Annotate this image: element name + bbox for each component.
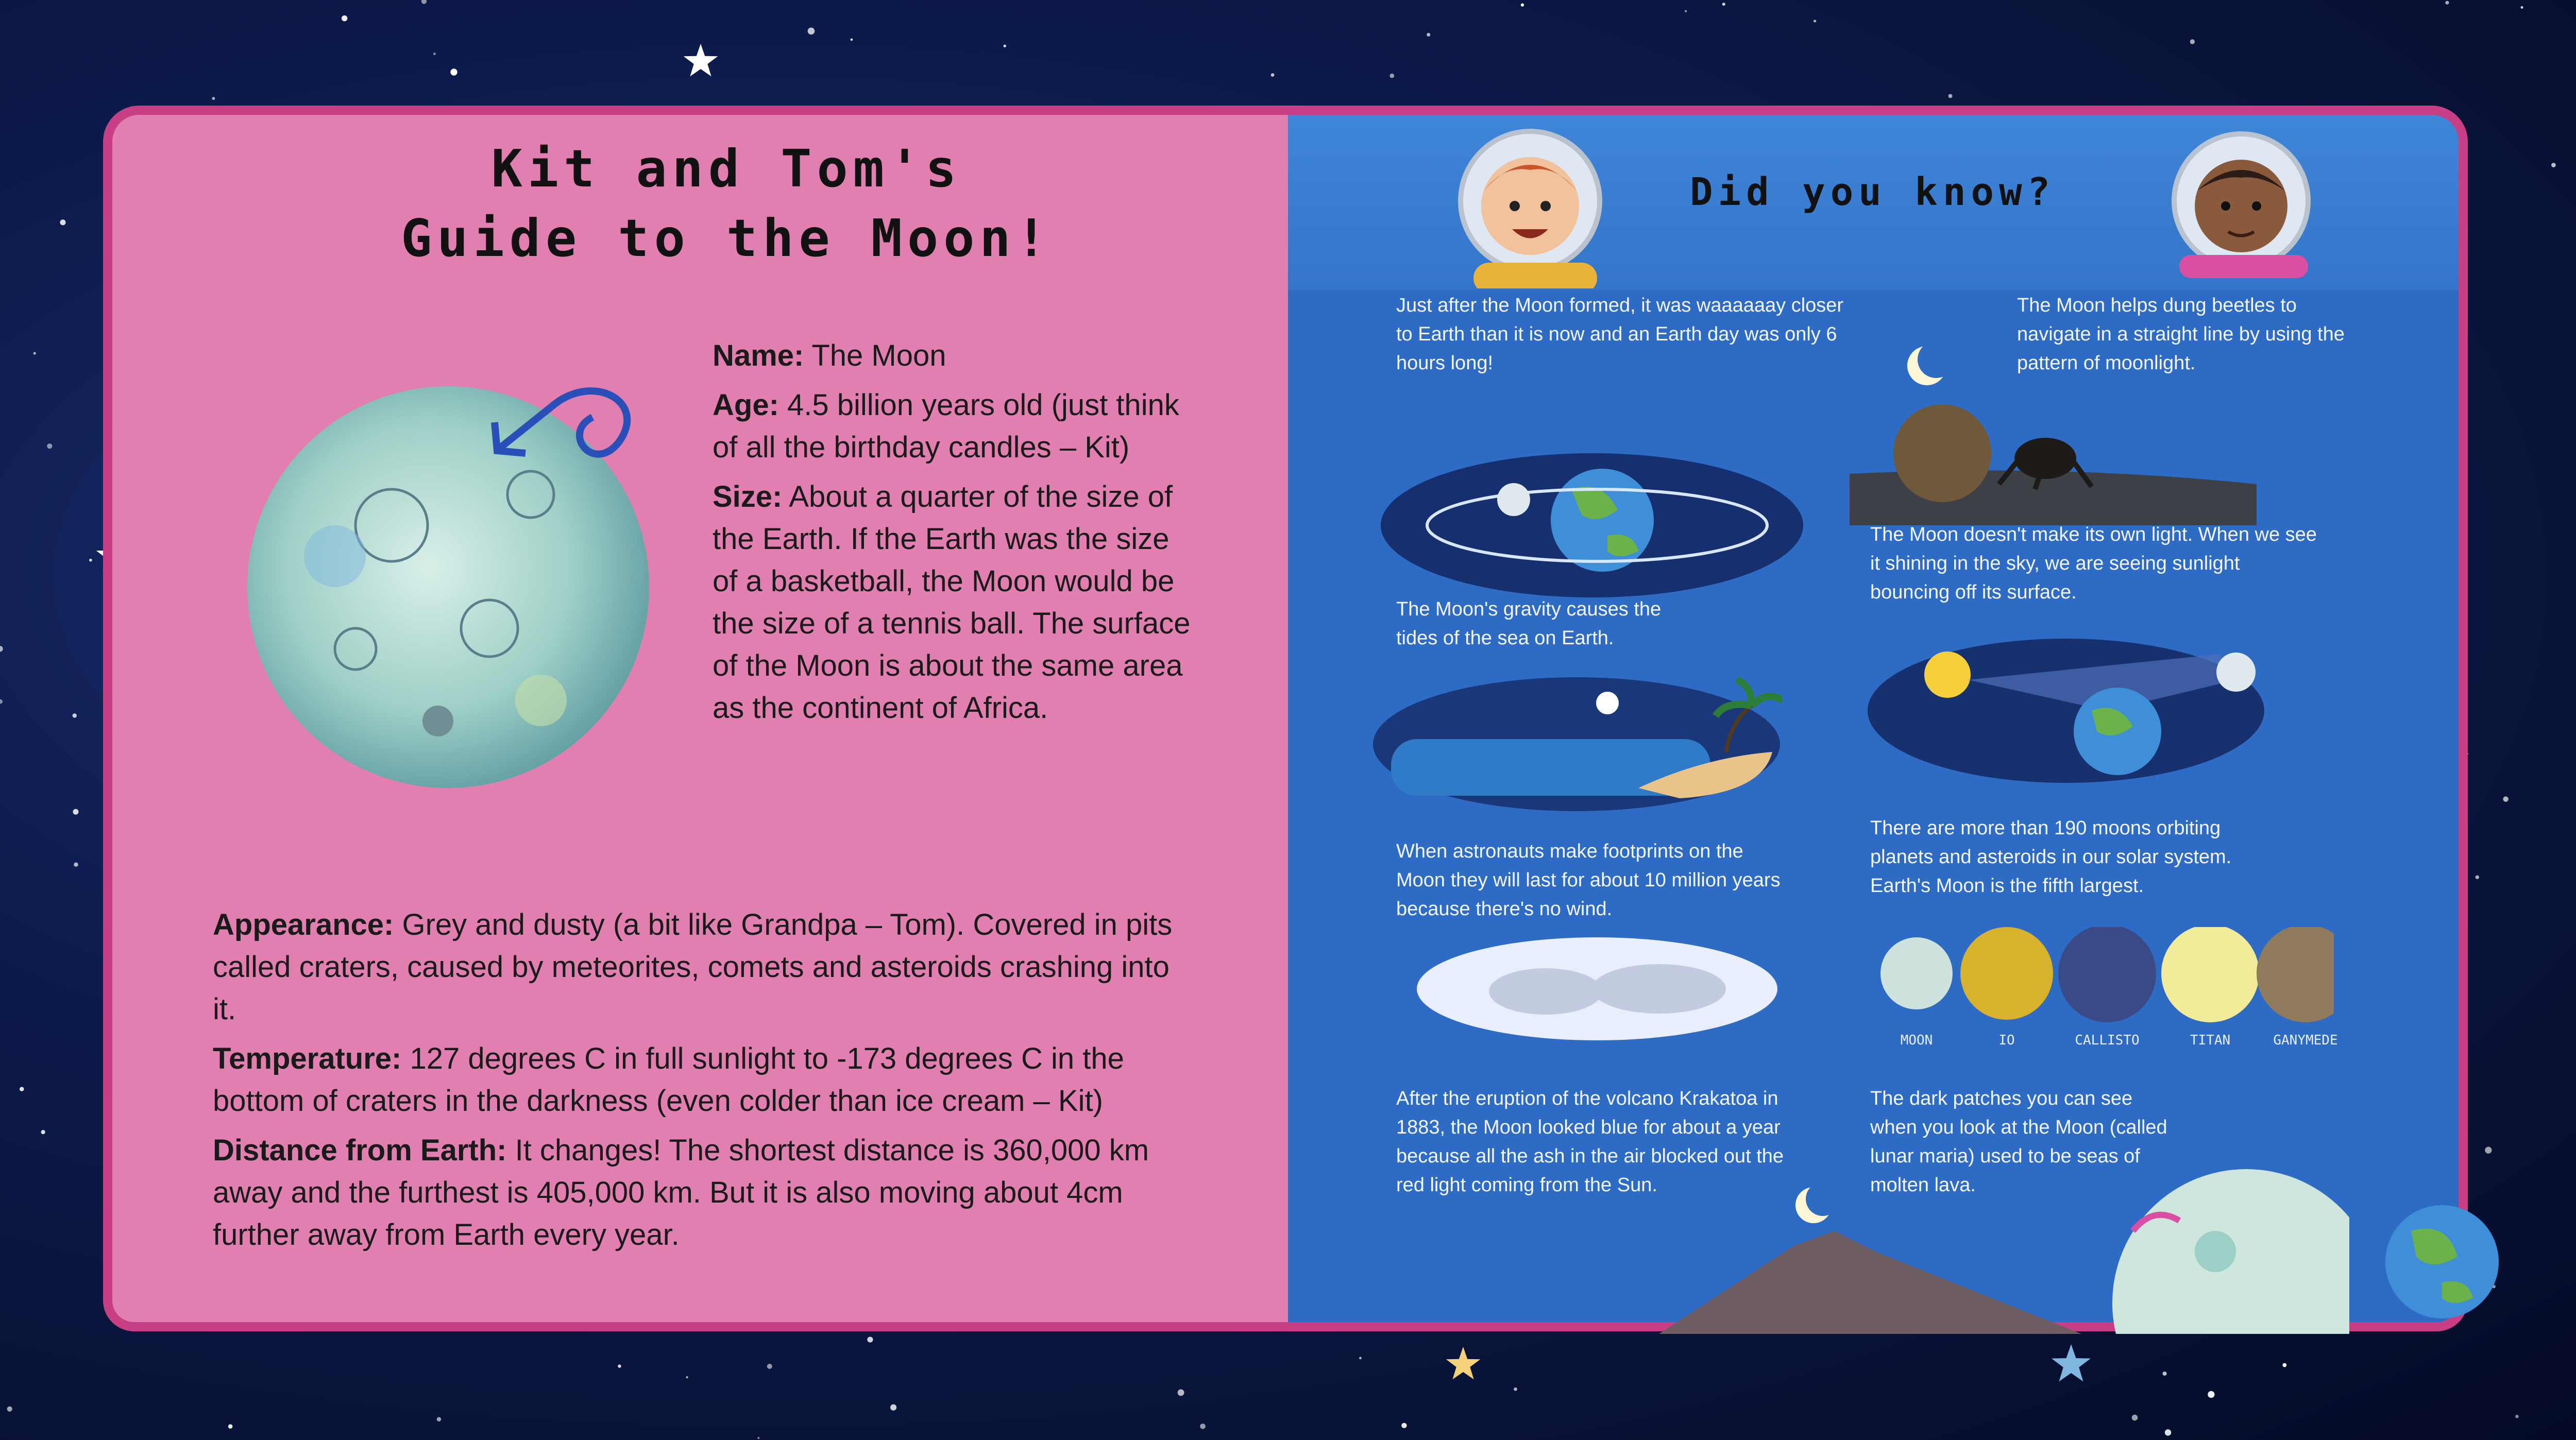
star-dot <box>0 699 3 704</box>
star-dot <box>1814 20 1816 22</box>
age-fact <box>713 384 1202 469</box>
appearance-label: Appearance: <box>213 908 394 941</box>
star-dot <box>890 1404 896 1411</box>
star-dot <box>1514 1387 1517 1391</box>
star-dot <box>2503 796 2509 802</box>
star-dot <box>2165 1429 2171 1435</box>
star-dot <box>450 68 457 75</box>
earth-icon <box>2380 1200 2504 1324</box>
star-icon <box>1446 1347 1481 1379</box>
star-dot <box>33 352 36 354</box>
page-title <box>289 134 1164 273</box>
tom-astronaut <box>2159 129 2329 278</box>
distance-label: Distance from Earth: <box>213 1134 507 1167</box>
title-line-2: Guide to the Moon! <box>401 208 1052 268</box>
star-dot <box>618 1364 621 1367</box>
dung-beetle-illustration <box>1850 361 2257 525</box>
fact-moon-count: There are more than 190 moons orbiting planets and asteroids in our solar system. Earth's Moon is the fifth largest. <box>1870 817 2232 897</box>
star-dot <box>1722 3 1725 6</box>
star-dot <box>1200 1424 1206 1429</box>
appearance-fact <box>213 904 1192 1031</box>
tides-illustration <box>1370 675 1783 814</box>
size-fact <box>713 476 1202 729</box>
star-dot <box>0 646 3 652</box>
star-dot <box>41 1130 45 1134</box>
star-dot <box>1359 1357 1362 1359</box>
star-dot <box>1178 1389 1184 1396</box>
fact-moon-light: The Moon doesn't make its own light. When we see it shining in the sky, we are seeing sunlight bouncing off its surface. <box>1870 524 2317 603</box>
volcano-illustration <box>1659 1210 2081 1334</box>
star-dot <box>2132 1415 2138 1421</box>
name-label: Name: <box>713 339 804 372</box>
star-dot <box>2190 39 2195 44</box>
earth-orbit-illustration <box>1376 448 1808 603</box>
star-dot <box>73 713 77 717</box>
moon-illustration <box>222 361 685 824</box>
fact-footprints: When astronauts make footprints on the Moon they will last for about 10 million years because there's no wind. <box>1396 841 1781 920</box>
star-dot <box>808 28 815 35</box>
appearance-value: Grey and dusty (a bit like Grandpa – Tom). Covered in pits called craters, caused by meteorites, comets and asteroids crashing into it. <box>213 908 1173 1026</box>
star-dot <box>1521 3 1524 6</box>
moon-label-titan: TITAN <box>2190 1033 2231 1048</box>
fact-lunar-maria: The dark patches you can see when you look at the Moon (called lunar maria) used to be seas of molten lava. <box>1870 1088 2167 1196</box>
star-dot <box>1271 73 1275 77</box>
star-dot <box>1401 1423 1406 1428</box>
distance-value: It changes! The shortest distance is 360,000 km away and the furthest is 405,000 km. But it is also moving about 4cm further away from Earth every year. <box>213 1134 1149 1252</box>
star-dot <box>2445 1 2449 5</box>
star-dot <box>1389 74 1394 78</box>
temperature-label: Temperature: <box>213 1042 402 1075</box>
star-icon <box>2052 1344 2091 1381</box>
star-dot <box>2163 1372 2167 1376</box>
star-dot <box>89 559 92 562</box>
star-dot <box>20 1087 24 1091</box>
star-dot <box>867 1336 873 1342</box>
star-dot <box>2551 163 2556 167</box>
name-fact <box>713 335 1202 377</box>
age-value: 4.5 billion years old (just think of all the birthday candles – Kit) <box>713 388 1179 464</box>
age-label: Age: <box>713 388 779 422</box>
sun-earth-moon-illustration <box>1865 633 2267 788</box>
footprint-illustration <box>1412 935 1783 1043</box>
size-label: Size: <box>713 480 783 513</box>
star-dot <box>421 0 427 4</box>
star-icon <box>684 44 718 76</box>
moons-comparison-illustration <box>1875 927 2334 1045</box>
moon-facts-bottom <box>213 904 1192 1263</box>
star-dot <box>686 1376 688 1378</box>
title-line-1: Kit and Tom's <box>491 139 962 199</box>
star-dot <box>433 53 436 55</box>
star-dot <box>1948 94 1953 98</box>
star-dot <box>212 97 215 100</box>
star-dot <box>2515 1415 2519 1418</box>
moon-label-ganymede: GANYMEDE <box>2273 1033 2338 1048</box>
fact-tides: The Moon's gravity causes the tides of the sea on Earth. <box>1396 598 1662 649</box>
star-dot <box>228 1424 233 1429</box>
star-dot <box>7 1407 12 1412</box>
temperature-value: 127 degrees C in full sunlight to -173 degrees C in the bottom of craters in the darkness (even colder than ice cream – Kit) <box>213 1042 1124 1118</box>
star-dot <box>2485 1147 2492 1154</box>
star-dot <box>851 39 853 41</box>
temperature-fact <box>213 1038 1192 1122</box>
star-dot <box>2476 876 2479 879</box>
star-dot <box>47 443 52 449</box>
star-dot <box>757 1437 759 1439</box>
star-dot <box>437 1417 441 1421</box>
kit-astronaut <box>1453 124 1623 288</box>
size-value: About a quarter of the size of the Earth. If the Earth was the size of a basketball, the Moon would be the size of a tennis ball. The surface of the Moon is about the same area as the continent of Africa. <box>713 480 1191 725</box>
fact-krakatoa: After the eruption of the volcano Krakatoa in 1883, the Moon looked blue for about a year because all the ash in the air blocked out the red light coming from the Sun. <box>1396 1088 1784 1196</box>
moon-label-callisto: CALLISTO <box>2075 1033 2140 1048</box>
fact-early-moon: Just after the Moon formed, it was waaaaaay closer to Earth than it is now and an Earth day was only 6 hours long! <box>1396 295 1844 374</box>
star-dot <box>2282 1363 2286 1367</box>
star-dot <box>767 1364 772 1369</box>
moon-label-io: IO <box>1998 1033 2015 1048</box>
fact-dung-beetles: The Moon helps dung beetles to navigate in a straight line by using the pattern of moonlight. <box>2017 295 2345 374</box>
did-you-know-heading: Did you know? <box>1690 170 2056 214</box>
name-value: The Moon <box>804 339 946 372</box>
distance-fact <box>213 1129 1192 1256</box>
star-dot <box>73 809 78 815</box>
moon-facts-top <box>713 335 1202 736</box>
moon-label-moon: MOON <box>1900 1033 1933 1048</box>
star-dot <box>1685 10 1687 12</box>
star-dot <box>2208 1391 2214 1398</box>
star-dot <box>342 15 347 21</box>
star-dot <box>60 219 65 225</box>
star-dot <box>2521 6 2523 9</box>
star-dot <box>1427 33 1430 37</box>
star-dot <box>74 862 78 866</box>
star-dot <box>1004 45 1006 47</box>
